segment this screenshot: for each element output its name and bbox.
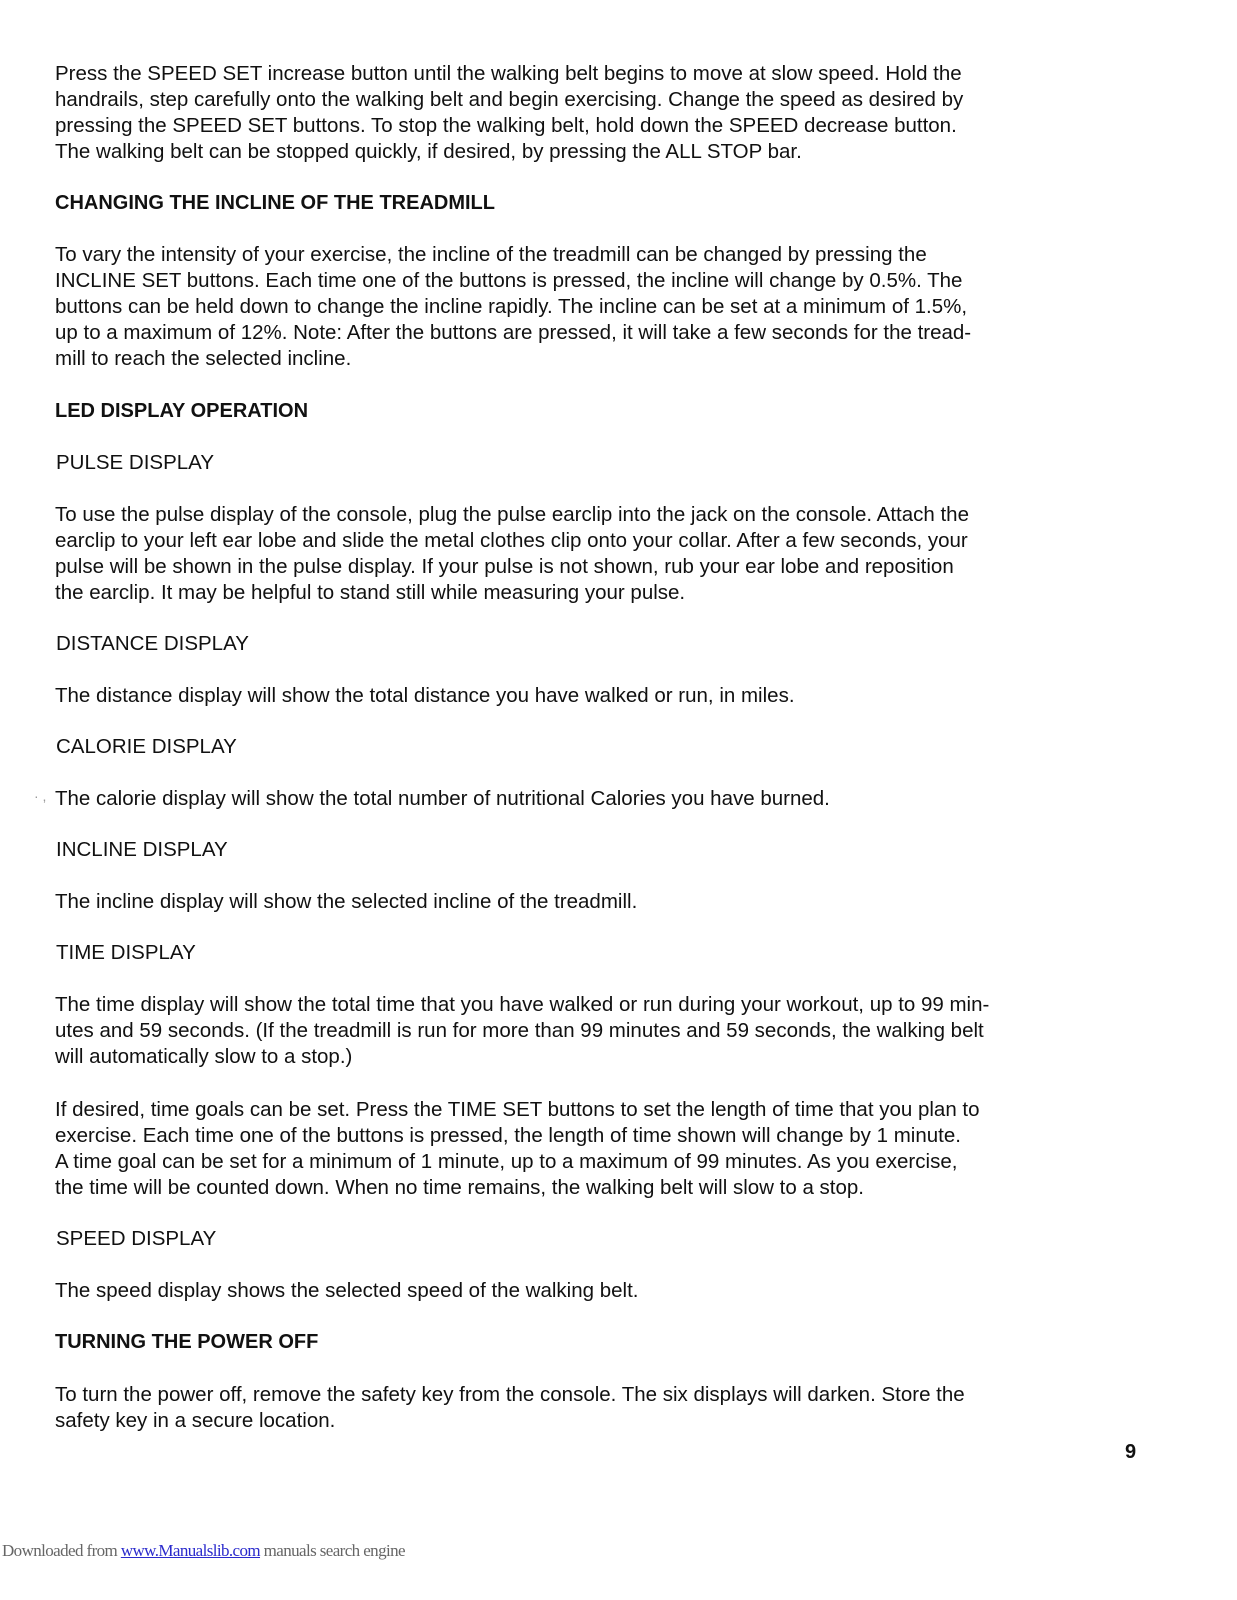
- speed-display-title: SPEED DISPLAY: [56, 1227, 217, 1250]
- text-line: handrails, step carefully onto the walking belt and begin exercising. Change the speed as desired by: [55, 88, 964, 111]
- incline-display-title: INCLINE DISPLAY: [56, 838, 228, 861]
- text-line: will automatically slow to a stop.): [55, 1045, 353, 1068]
- text-line: pressing the SPEED SET buttons. To stop the walking belt, hold down the SPEED decrease button.: [55, 114, 957, 137]
- text-line: safety key in a secure location.: [55, 1409, 336, 1432]
- text-line: Press the SPEED SET increase button until the walking belt begins to move at slow speed. Hold the: [55, 62, 962, 85]
- distance-paragraph: [55, 683, 1075, 709]
- text-line: A time goal can be set for a minimum of 1 minute, up to a maximum of 99 minutes. As you exercise,: [55, 1150, 958, 1173]
- speed-paragraph: [55, 1278, 1075, 1304]
- time-goal-paragraph: [55, 1097, 1075, 1201]
- text-line: To use the pulse display of the console, plug the pulse earclip into the jack on the console. Attach the: [55, 503, 969, 526]
- text-line: If desired, time goals can be set. Press the TIME SET buttons to set the length of time that you plan to: [55, 1098, 980, 1121]
- incline-heading: CHANGING THE INCLINE OF THE TREADMILL: [55, 192, 495, 214]
- text-line: The incline display will show the selected incline of the treadmill.: [55, 890, 638, 913]
- text-line: utes and 59 seconds. (If the treadmill is run for more than 99 minutes and 59 seconds, the walking belt: [55, 1019, 984, 1042]
- text-line: earclip to your left ear lobe and slide the metal clothes clip onto your collar. After a few seconds, your: [55, 529, 968, 552]
- calorie-paragraph: [55, 786, 1075, 812]
- footer-prefix: Downloaded from: [2, 1541, 121, 1560]
- scan-speck: · ,: [34, 788, 47, 804]
- distance-display-title: DISTANCE DISPLAY: [56, 632, 249, 655]
- text-line: The walking belt can be stopped quickly, if desired, by pressing the ALL STOP bar.: [55, 140, 802, 163]
- text-line: the earclip. It may be helpful to stand still while measuring your pulse.: [55, 581, 686, 604]
- power-paragraph: [55, 1382, 1075, 1434]
- text-line: up to a maximum of 12%. Note: After the buttons are pressed, it will take a few seconds for the tread-: [55, 321, 972, 344]
- page-number: 9: [1125, 1441, 1137, 1463]
- text-line: pulse will be shown in the pulse display. If your pulse is not shown, rub your ear lobe and reposition: [55, 555, 954, 578]
- text-line: The time display will show the total time that you have walked or run during your workout, up to 99 min-: [55, 993, 990, 1016]
- intro-paragraph: [55, 61, 1075, 165]
- led-heading: LED DISPLAY OPERATION: [55, 400, 309, 422]
- text-line: To vary the intensity of your exercise, the incline of the treadmill can be changed by pressing the: [55, 243, 927, 266]
- text-line: The calorie display will show the total number of nutritional Calories you have burned.: [55, 787, 830, 810]
- text-line: mill to reach the selected incline.: [55, 347, 352, 370]
- manualslib-link[interactable]: www.Manualslib.com: [120, 1541, 261, 1560]
- text-line: INCLINE SET buttons. Each time one of the buttons is pressed, the incline will change by 0.5%. The: [55, 269, 963, 292]
- text-line: The distance display will show the total distance you have walked or run, in miles.: [55, 684, 795, 707]
- download-footer: [2, 1541, 405, 1561]
- incline-paragraph: [55, 242, 1075, 372]
- footer-suffix: manuals search engine: [260, 1541, 405, 1560]
- text-line: exercise. Each time one of the buttons is pressed, the length of time shown will change by 1 minute.: [55, 1124, 961, 1147]
- text-line: The speed display shows the selected speed of the walking belt.: [55, 1279, 639, 1302]
- power-heading: TURNING THE POWER OFF: [55, 1331, 319, 1353]
- time-display-title: TIME DISPLAY: [56, 941, 196, 964]
- text-line: the time will be counted down. When no time remains, the walking belt will slow to a stop.: [55, 1176, 864, 1199]
- text-line: buttons can be held down to change the incline rapidly. The incline can be set at a minimum of 1.5%,: [55, 295, 968, 318]
- calorie-display-title: CALORIE DISPLAY: [56, 735, 237, 758]
- pulse-paragraph: [55, 502, 1075, 606]
- pulse-display-title: PULSE DISPLAY: [56, 451, 214, 474]
- time-paragraph: [55, 992, 1075, 1070]
- incline-display-paragraph: [55, 889, 1075, 915]
- text-line: To turn the power off, remove the safety key from the console. The six displays will darken. Store the: [55, 1383, 965, 1406]
